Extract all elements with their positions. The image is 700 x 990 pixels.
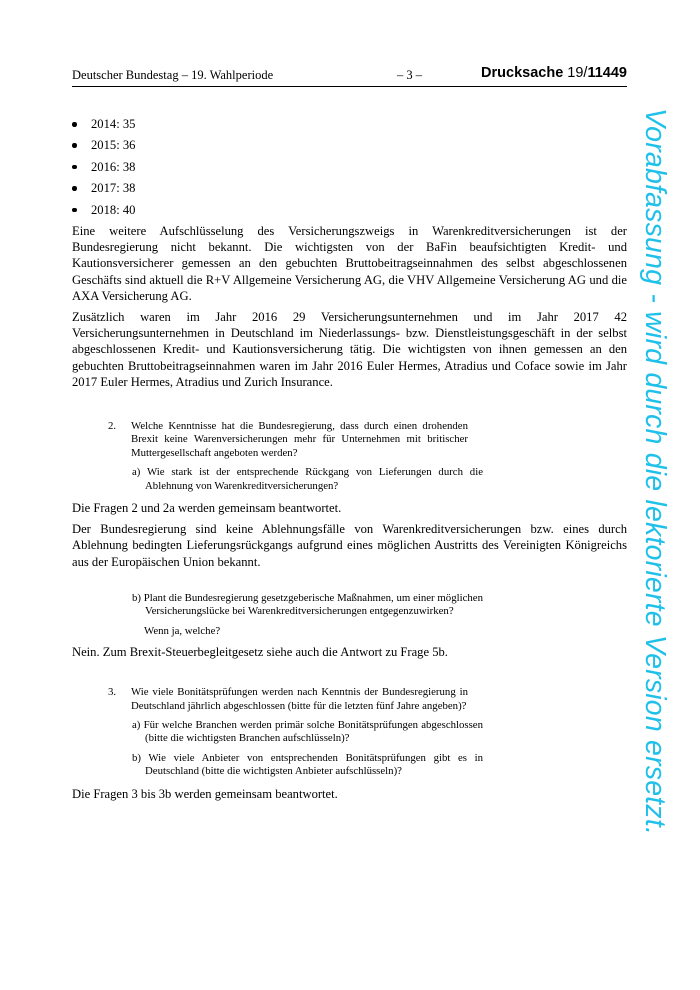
list-item: 2017: 38: [72, 180, 627, 201]
list-item: 2016: 38: [72, 159, 627, 180]
page-header: [72, 66, 627, 87]
answer-2-intro: Die Fragen 2 und 2a werden gemeinsam beantwortet.: [72, 501, 342, 516]
question-2-block: [72, 420, 627, 493]
list-item: 2015: 36: [72, 137, 627, 158]
paragraph-foreign-insurers: Zusätzlich waren im Jahr 2016 29 Versicherungsunternehmen und im Jahr 2017 42 Versicherungsunternehmen in Deutschland im Niederlassungs- bzw. Dienstleistungsgeschäft in der selbst abgeschlossenen Kredit- und Kautionsversicherung tätig. Die wichtigsten von ihnen gemessen an den gebuchten Bruttobeitragseinnahmen waren im Jahr 2016 Euler Hermes, Atradius und Coface sowie im Jahr 2017 Euler Hermes, Atradius und Zurich Insurance.: [72, 309, 627, 389]
question-3-block: [72, 686, 627, 778]
paragraph-insurers: Eine weitere Aufschlüsselung des Versicherungszweigs in Warenkreditversicherungen ist der Bundesregierung nicht bekannt. Die wichtigsten von der BaFin beaufsichtigten Kredit- und Kautionsversicherer gemessen an den gebuchten Bruttobeitragseinnahmen des selbst abgeschlossenen Geschäfts sind aktuell die R+V Allgemeine Versicherung AG, die VHV Allgemeine Versicherung AG und die AXA Versicherung AG.: [72, 223, 627, 303]
question-number: 2.: [108, 419, 117, 432]
question-2a-text: a) Wie stark ist der entsprechende Rückgang von Lieferungen durch die Ablehnung von Warenkreditversicherungen?: [132, 466, 483, 492]
question-3a-text: a) Für welche Branchen werden primär solche Bonitätsprüfungen abgeschlossen (bitte die wichtigsten Branchen aufschlüsseln)?: [132, 719, 483, 745]
drucksache-label: [481, 65, 627, 81]
drucksache-prefix: 19/: [567, 65, 588, 81]
drucksache-word: Drucksache: [481, 65, 568, 81]
question-3b-text: b) Wie viele Anbieter von entsprechenden Bonitätsprüfungen gibt es in Deutschland (bitte die wichtigsten Anbieter aufschlüsseln)?: [132, 751, 483, 778]
drucksache-number: 11449: [587, 65, 627, 81]
question-3-text: Wie viele Bonitätsprüfungen werden nach Kenntnis der Bundesregierung in Deutschland jährlich abgeschlossen (bitte für die letzten fünf Jahre angeben)?: [131, 686, 468, 712]
page-number: – 3 –: [397, 68, 422, 82]
answer-3-intro: Die Fragen 3 bis 3b werden gemeinsam beantwortet.: [72, 786, 338, 801]
question-2b-followup: Wenn ja, welche?: [144, 624, 221, 637]
answer-2-text: Der Bundesregierung sind keine Ablehnungsfälle von Warenkreditversicherungen bzw. eines durch Ablehnung bedingten Lieferungsrückgangs aufgrund eines möglichen Austritts des Vereinigten Königreichs aus der Europäischen Union bekannt.: [72, 522, 627, 569]
list-item: 2018: 40: [72, 202, 627, 223]
answer-2b-text: Nein. Zum Brexit-Steuerbegleitgesetz siehe auch die Antwort zu Frage 5b.: [72, 645, 448, 660]
document-body: [72, 116, 627, 802]
list-item: 2014: 35: [72, 116, 627, 137]
header-parliament: Deutscher Bundestag – 19. Wahlperiode: [72, 68, 274, 82]
question-2-text: Welche Kenntnisse hat die Bundesregierung, dass durch einen drohenden Brexit keine Warenversicherungen mehr für Unternehmen mit britischer Muttergesellschaft angeboten werden?: [131, 419, 468, 459]
year-list: [72, 116, 627, 223]
draft-watermark: Vorabfassung - wird durch die lektorierte Version ersetzt.: [639, 108, 671, 836]
question-number: 3.: [108, 686, 117, 699]
question-2b-text: b) Plant die Bundesregierung gesetzgeberische Maßnahmen, um einer möglichen Versicherungslücke bei Warenkreditversicherungen entgegenzuwirken?: [132, 591, 483, 618]
question-2b-block: [72, 592, 627, 638]
